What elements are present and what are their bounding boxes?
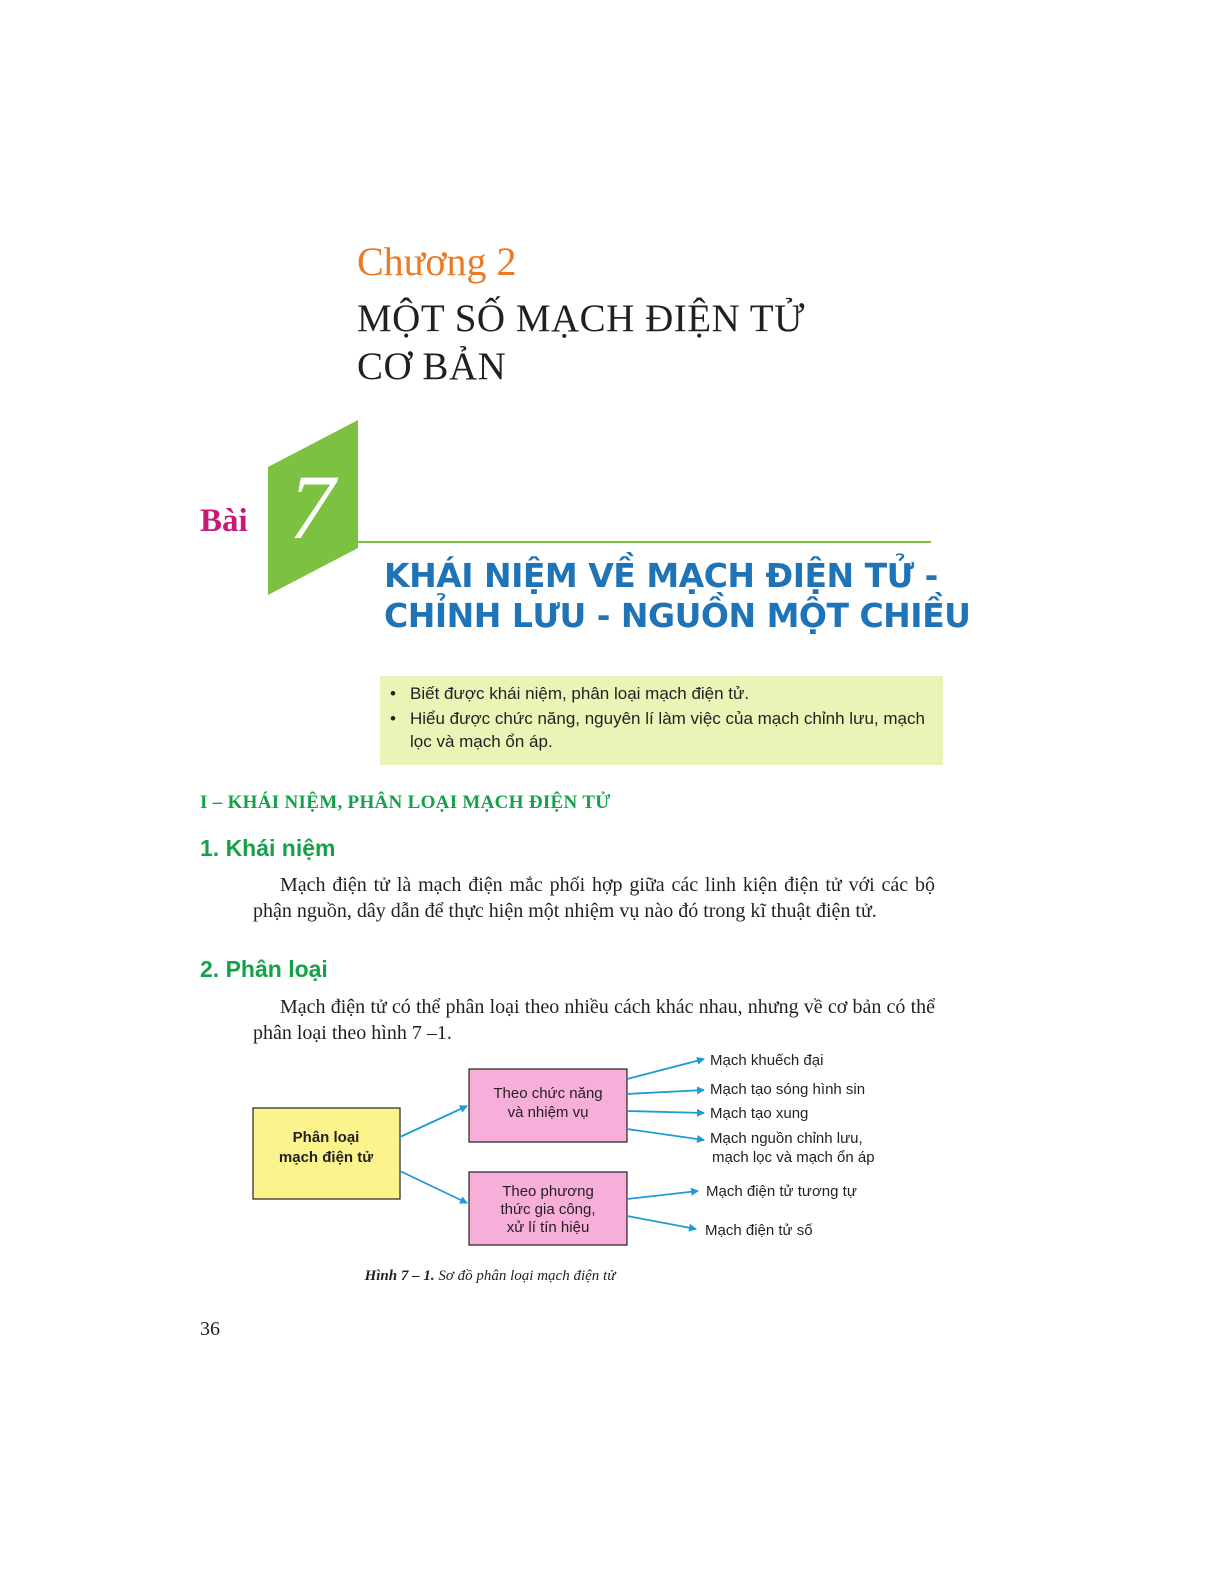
leaf-digital-circuit: Mạch điện tử số [705,1222,813,1239]
arrow-to-leaf3 [627,1111,704,1113]
arrow-root-to-function [400,1106,467,1137]
leaf-analog-circuit: Mạch điện tử tương tự [706,1183,857,1200]
arrow-to-leaf6 [627,1216,696,1229]
arrow-to-leaf2 [627,1090,704,1094]
branch-processing-line2: thức gia công, [500,1201,596,1218]
objective-item: • Hiểu được chức năng, nguyên lí làm việc của mạch chỉnh lưu, mạch lọc và mạch ổn áp. [410,707,933,753]
branch-processing-line3: xử lí tín hiệu [506,1219,590,1236]
leaf-sine-oscillator: Mạch tạo sóng hình sin [710,1081,866,1098]
lesson-prefix: Bài [200,503,248,539]
concept-paragraph [253,872,935,924]
classification-diagram [250,1045,950,1255]
branch-function-line1: Theo chức năng [493,1085,603,1102]
lesson-number: 7 [289,456,335,558]
page-number: 36 [200,1318,220,1340]
leaf-power-supply-line2: mạch lọc và mạch ổn áp [712,1149,875,1166]
figure-caption [0,1268,980,1285]
lesson-title-line1: KHÁI NIỆM VỀ MẠCH ĐIỆN TỬ - [384,556,938,595]
lesson-number-badge [268,420,358,595]
lesson-divider [355,541,931,543]
leaf-power-supply-line1: Mạch nguồn chỉnh lưu, [710,1130,863,1147]
branch-function-line2: và nhiệm vụ [507,1104,589,1121]
branch-processing-line1: Theo phương [502,1183,594,1200]
concept-text: Mạch điện tử là mạch điện mắc phối hợp giữa các linh kiện điện tử với các bộ phận nguồn, dây dẫn để thực hiện một nhiệm vụ nào đó trong kĩ thuật điện tử. [253,874,935,922]
figure-caption-label: Hình 7 – 1. [364,1268,435,1284]
figure-caption-text: Sơ đồ phân loại mạch điện tử [438,1268,616,1284]
objective-item: • Biết được khái niệm, phân loại mạch điện tử. [410,682,933,705]
root-label-line1: Phân loại [292,1129,360,1146]
lesson-title-line2: CHỈNH LƯU - NGUỒN MỘT CHIỀU [384,596,971,635]
classification-text: Mạch điện tử có thể phân loại theo nhiều cách khác nhau, nhưng về cơ bản có thể phân loại theo hình 7 –1. [253,996,935,1044]
arrow-to-leaf5 [627,1191,698,1199]
leaf-pulse-generator: Mạch tạo xung [710,1105,809,1122]
subsection-heading-concept: 1. Khái niệm [200,835,336,861]
chapter-label: Chương 2 [357,239,517,284]
leaf-amplifier: Mạch khuếch đại [710,1052,824,1069]
objectives-list [380,676,943,753]
chapter-title-line1: MỘT SỐ MẠCH ĐIỆN TỬ [357,297,805,340]
chapter-title [357,295,805,391]
section-heading: I – KHÁI NIỆM, PHÂN LOẠI MẠCH ĐIỆN TỬ [200,792,611,813]
arrow-root-to-processing [400,1171,467,1203]
root-label-line2: mạch điện tử [278,1149,374,1166]
objectives-box [380,676,943,765]
subsection-heading-classification: 2. Phân loại [200,956,328,982]
arrow-to-leaf4 [627,1129,704,1140]
chapter-title-line2: CƠ BẢN [357,345,507,388]
classification-paragraph [253,994,935,1046]
lesson-title [384,556,970,636]
arrow-to-leaf1 [627,1059,704,1079]
